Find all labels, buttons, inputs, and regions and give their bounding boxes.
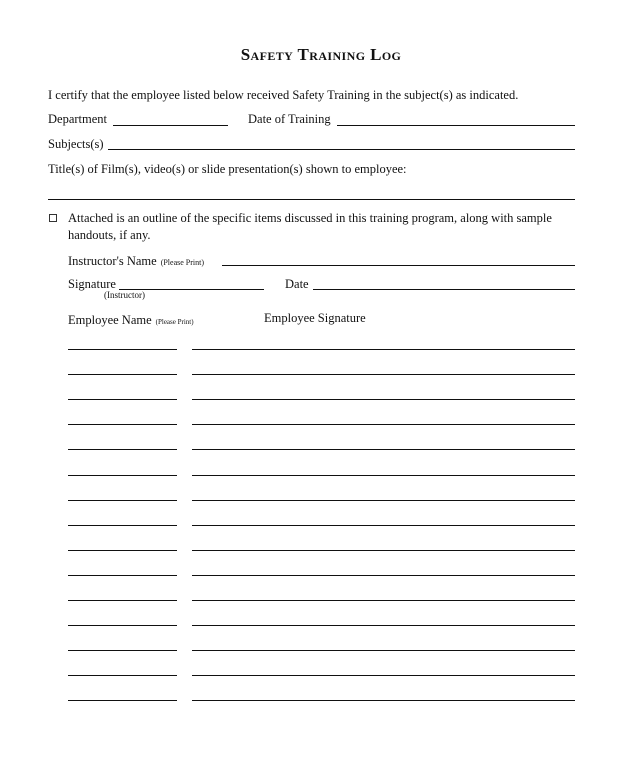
date-of-training-label: Date of Training: [248, 112, 331, 126]
employee-signature-field[interactable]: [192, 349, 575, 350]
page-title: Safety Training Log: [240, 45, 402, 64]
employee-name-field[interactable]: [68, 399, 177, 400]
employee-name-field[interactable]: [68, 374, 177, 375]
employee-signature-field[interactable]: [192, 500, 575, 501]
employee-signature-header: Employee Signature: [264, 311, 366, 325]
employee-signature-field[interactable]: [192, 700, 575, 701]
subjects-field[interactable]: [108, 149, 575, 150]
employee-signature-field[interactable]: [192, 575, 575, 576]
employee-signature-field[interactable]: [192, 550, 575, 551]
employee-signature-field[interactable]: [192, 399, 575, 400]
employee-signature-field[interactable]: [192, 675, 575, 676]
employee-signature-field[interactable]: [192, 475, 575, 476]
date-of-training-field[interactable]: [337, 125, 575, 126]
employee-signature-field[interactable]: [192, 525, 575, 526]
titles-label: Title(s) of Film(s), video(s) or slide presentation(s) shown to employee:: [48, 162, 407, 176]
signature-sub-label: (Instructor): [104, 290, 145, 300]
instructor-name-label: Instructor's Name: [68, 254, 157, 268]
employee-name-field[interactable]: [68, 625, 177, 626]
employee-name-field[interactable]: [68, 424, 177, 425]
attachment-checkbox[interactable]: [49, 214, 57, 222]
department-field[interactable]: [113, 125, 228, 126]
employee-name-field[interactable]: [68, 700, 177, 701]
employee-name-header-label: Employee Name: [68, 313, 152, 327]
employee-signature-field[interactable]: [192, 650, 575, 651]
instructor-date-field[interactable]: [313, 289, 575, 290]
titles-field[interactable]: [48, 199, 575, 200]
employee-name-field[interactable]: [68, 475, 177, 476]
instructor-name-label-group: [68, 252, 204, 270]
employee-signature-field[interactable]: [192, 424, 575, 425]
employee-name-header-hint: (Please Print): [155, 318, 194, 326]
employee-name-field[interactable]: [68, 650, 177, 651]
employee-name-field[interactable]: [68, 349, 177, 350]
employee-name-field[interactable]: [68, 575, 177, 576]
employee-name-field[interactable]: [68, 525, 177, 526]
signature-label: Signature: [68, 277, 116, 291]
department-label: Department: [48, 112, 108, 126]
employee-name-field[interactable]: [68, 675, 177, 676]
employee-name-header: [68, 311, 194, 329]
attachment-text: Attached is an outline of the specific items discussed in this training program, along with sample handouts, if any.: [68, 211, 552, 242]
employee-signature-field[interactable]: [192, 625, 575, 626]
employee-name-field[interactable]: [68, 500, 177, 501]
employee-signature-field[interactable]: [192, 449, 575, 450]
instructor-name-hint: (Please Print): [160, 258, 205, 267]
employee-signature-field[interactable]: [192, 600, 575, 601]
employee-name-field[interactable]: [68, 550, 177, 551]
subjects-label: Subjects(s): [48, 137, 104, 151]
certify-statement: I certify that the employee listed below received Safety Training in the subject(s) as indicated.: [48, 88, 519, 102]
employee-signature-field[interactable]: [192, 374, 575, 375]
employee-name-field[interactable]: [68, 449, 177, 450]
date-label: Date: [285, 277, 309, 291]
employee-name-field[interactable]: [68, 600, 177, 601]
instructor-name-field[interactable]: [222, 265, 575, 266]
instructor-signature-field[interactable]: [119, 289, 264, 290]
